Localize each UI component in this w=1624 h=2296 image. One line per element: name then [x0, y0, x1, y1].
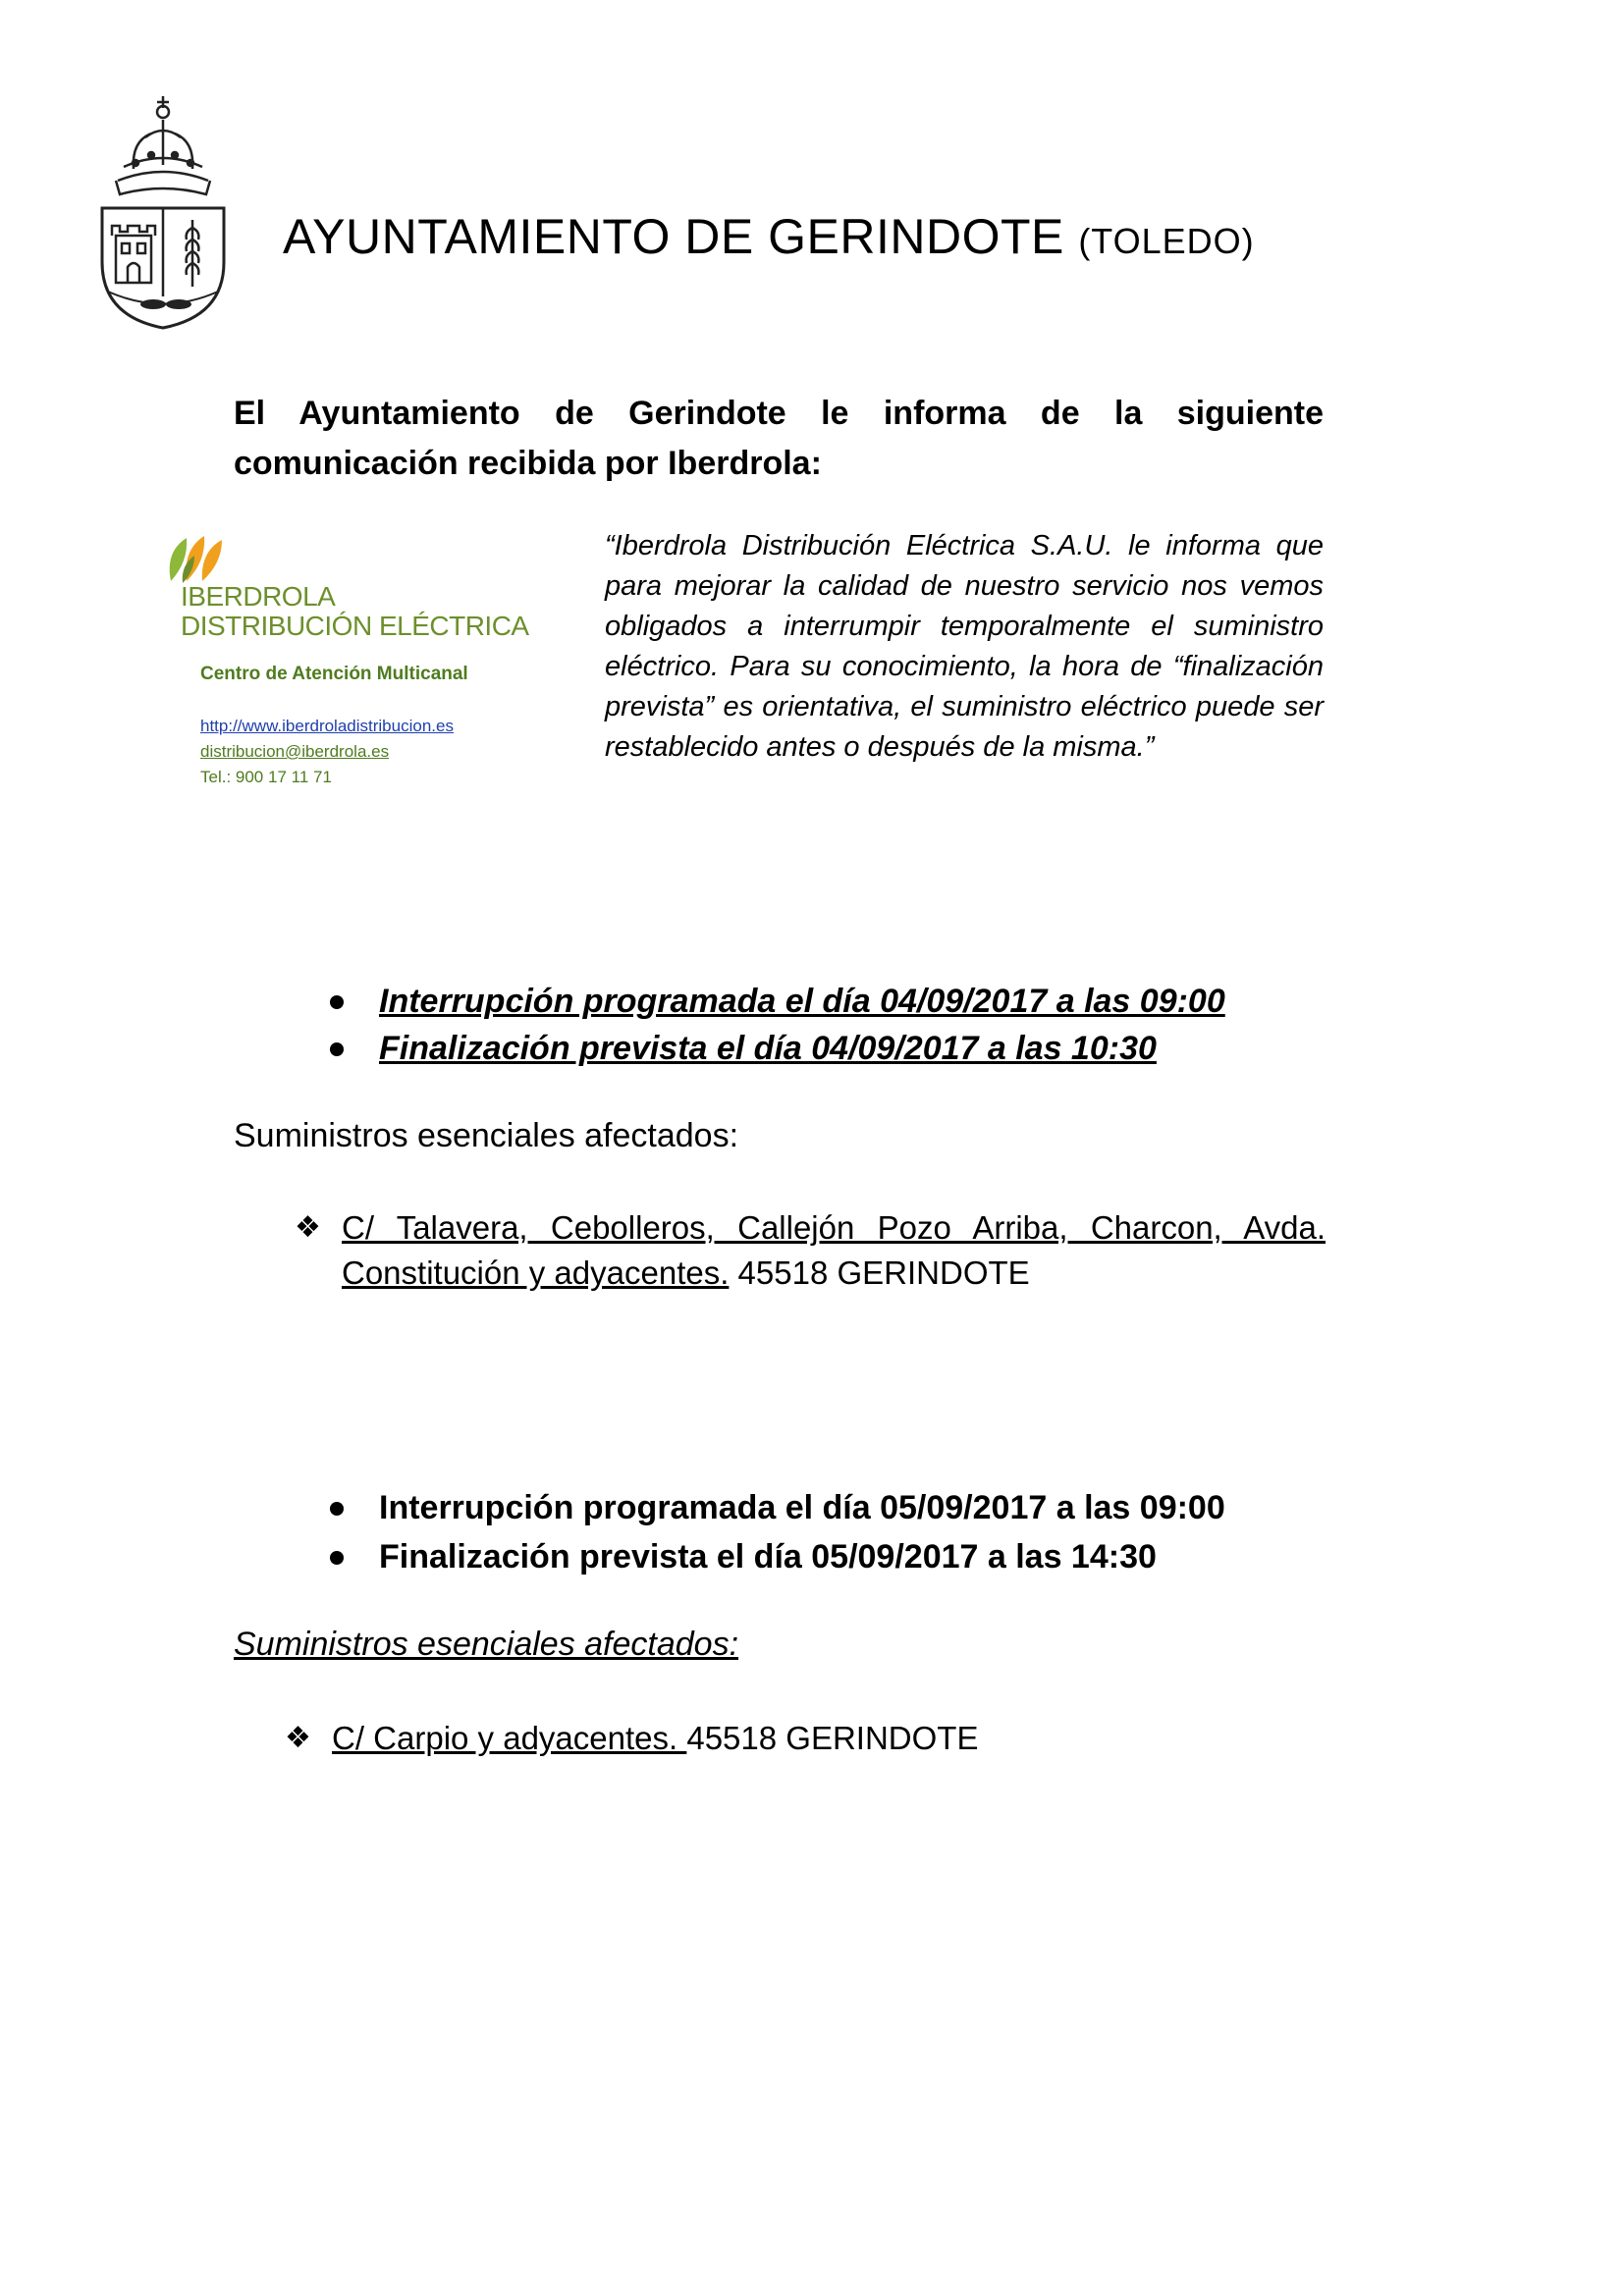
notice1-address-line-1: C/ Talavera, Cebolleros, Callejón Pozo Arriba, Charcon, Avda.: [342, 1209, 1326, 1246]
bullet-icon: [330, 995, 344, 1009]
iberdrola-quote: “Iberdrola Distribución Eléctrica S.A.U. le informa que para mejorar la calidad de nuestro servicio nos vemos obligados a interrumpir temporalmente el suministro eléctrico. Para su conocimiento, la hora de “finalización prevista” es orientativa, el suministro eléctrico puede ser restablecido antes o después de la misma.”: [605, 530, 1324, 763]
notice2-end-text: Finalización prevista el día 05/09/2017 a las 14:30: [379, 1538, 1157, 1575]
logo-email-link[interactable]: distribucion@iberdrola.es: [200, 742, 390, 761]
logo-center-label: Centro de Atención Multicanal: [200, 664, 468, 684]
iberdrola-logo: [161, 532, 554, 807]
notice2-address-city: 45518 GERINDOTE: [686, 1720, 979, 1756]
notice1-start-text: Interrupción programada el día 04/09/2017 a las 09:00: [379, 983, 1225, 1020]
notice1-label: Suministros esenciales afectados:: [234, 1117, 739, 1154]
page-title: [283, 208, 1255, 265]
logo-line-2: DISTRIBUCIÓN ELÉCTRICA: [181, 611, 529, 641]
notice2-label: Suministros esenciales afectados:: [234, 1626, 739, 1663]
bullet-icon: [330, 1042, 344, 1056]
notice1-address-city: 45518 GERINDOTE: [729, 1255, 1030, 1291]
diamond-bullet-icon: ❖: [285, 1722, 311, 1754]
logo-website-link[interactable]: http://www.iberdroladistribucion.es: [200, 717, 454, 735]
page-title-text: AYUNTAMIENTO DE GERINDOTE: [283, 209, 1064, 264]
intro-line-2: comunicación recibida por Iberdrola:: [234, 445, 822, 482]
logo-phone: Tel.: 900 17 11 71: [200, 768, 332, 786]
bullet-icon: [330, 1551, 344, 1565]
diamond-bullet-icon: ❖: [295, 1211, 321, 1244]
intro-line-1: El Ayuntamiento de Gerindote le informa de la siguiente: [234, 395, 1324, 432]
notice2-address-street: C/ Carpio y adyacentes.: [332, 1720, 687, 1756]
notice1-end-text: Finalización prevista el día 04/09/2017 a las 10:30: [379, 1030, 1157, 1067]
notice1-address-line-2: Constitución y adyacentes.: [342, 1255, 730, 1291]
bullet-icon: [330, 1502, 344, 1516]
notice2-start-text: Interrupción programada el día 05/09/2017 a las 09:00: [379, 1489, 1225, 1526]
logo-line-1: IBERDROLA: [181, 581, 336, 612]
leaves-icon: [161, 532, 240, 587]
coat-of-arms-icon: [94, 90, 232, 331]
intro-paragraph: [234, 389, 1324, 489]
page-subtitle: (TOLEDO): [1078, 221, 1255, 261]
